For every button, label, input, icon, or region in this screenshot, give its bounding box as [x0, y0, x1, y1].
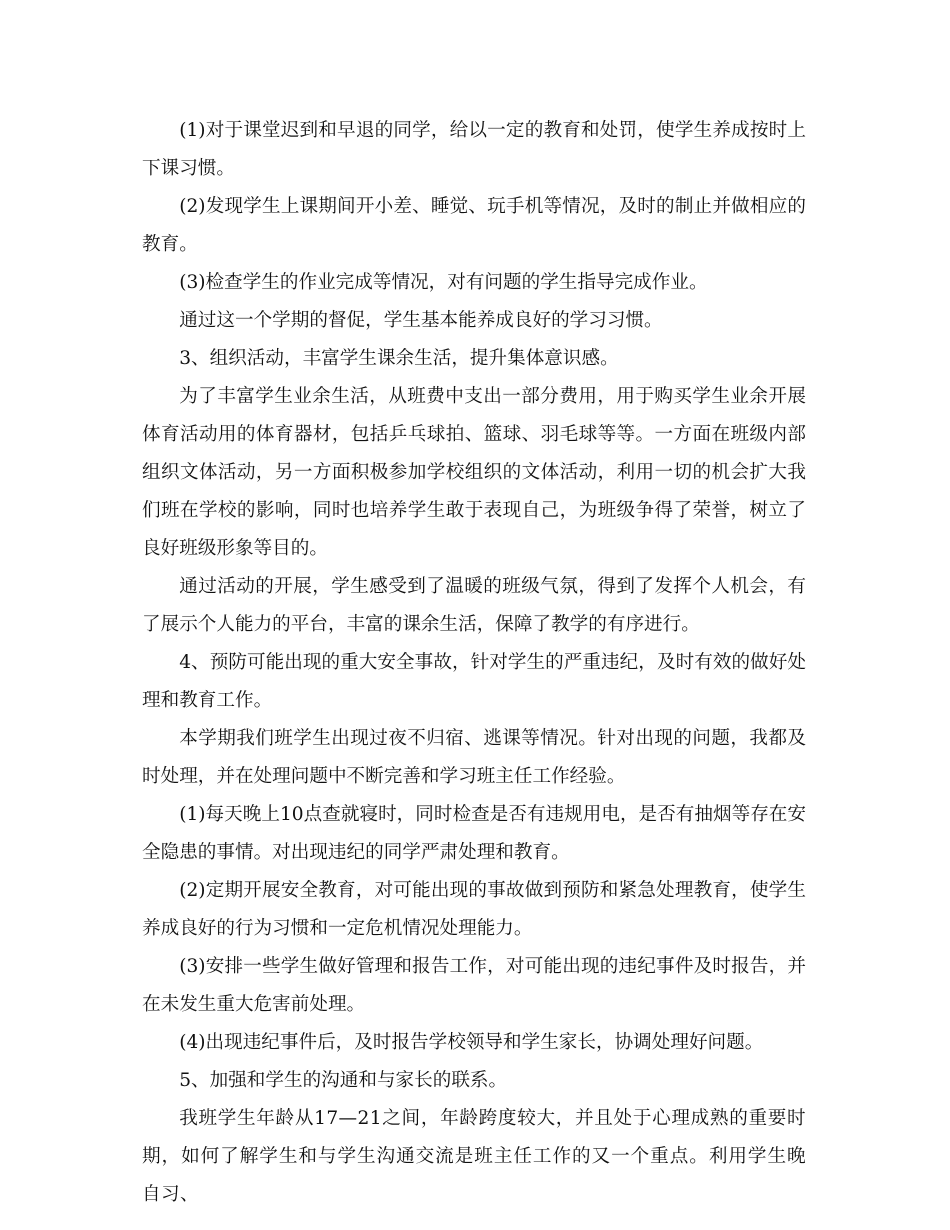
paragraph: (3)安排一些学生做好管理和报告工作，对可能出现的违纪事件及时报告，并在未发生重大危害前处理。: [142, 956, 806, 1015]
paragraph: (1)每天晚上10点查就寝时，同时检查是否有违规用电，是否有抽烟等存在安全隐患的事情。对出现违纪的同学严肃处理和教育。: [142, 804, 806, 863]
section-heading: 3、组织活动，丰富学生课余生活，提升集体意识感。: [179, 348, 619, 369]
section-heading: 5、加强和学生的沟通和与家长的联系。: [179, 1070, 508, 1091]
paragraph: (4)出现违纪事件后，及时报告学校领导和学生家长，协调处理好问题。: [179, 1032, 764, 1053]
paragraph: 通过活动的开展，学生感受到了温暖的班级气氛，得到了发挥个人机会，有了展示个人能力的平台，丰富的课余生活，保障了教学的有序进行。: [142, 576, 806, 635]
section-heading: 4、预防可能出现的重大安全事故，针对学生的严重违纪，及时有效的做好处理和教育工作。: [142, 652, 806, 711]
paragraph: 为了丰富学生业余生活，从班费中支出一部分费用，用于购买学生业余开展体育活动用的体育器材，包括乒乓球拍、篮球、羽毛球等等。一方面在班级内部组织文体活动，另一方面积极参加学校组织的文体活动，利用一切的机会扩大我们班在学校的影响，同时也培养学生敢于表现自己，为班级争得了荣誉，树立了良好班级形象等目的。: [142, 386, 806, 559]
paragraph: (3)检查学生的作业完成等情况，对有问题的学生指导完成作业。: [179, 272, 708, 293]
paragraph: 本学期我们班学生出现过夜不归宿、逃课等情况。针对出现的问题，我都及时处理，并在处理问题中不断完善和学习班主任工作经验。: [142, 728, 806, 787]
paragraph: (2)发现学生上课期间开小差、睡觉、玩手机等情况，及时的制止并做相应的教育。: [142, 196, 806, 255]
paragraph: (1)对于课堂迟到和早退的同学，给以一定的教育和处罚，使学生养成按时上下课习惯。: [142, 120, 806, 179]
paragraph: 我班学生年龄从17—21之间，年龄跨度较大，并且处于心理成熟的重要时期，如何了解学生和与学生沟通交流是班主任工作的又一个重点。利用学生晚自习、: [142, 1108, 806, 1205]
paragraph: 通过这一个学期的督促，学生基本能养成良好的学习习惯。: [179, 310, 663, 331]
paragraph: (2)定期开展安全教育，对可能出现的事故做到预防和紧急处理教育，使学生养成良好的行为习惯和一定危机情况处理能力。: [142, 880, 806, 939]
document-body: [142, 112, 806, 1214]
